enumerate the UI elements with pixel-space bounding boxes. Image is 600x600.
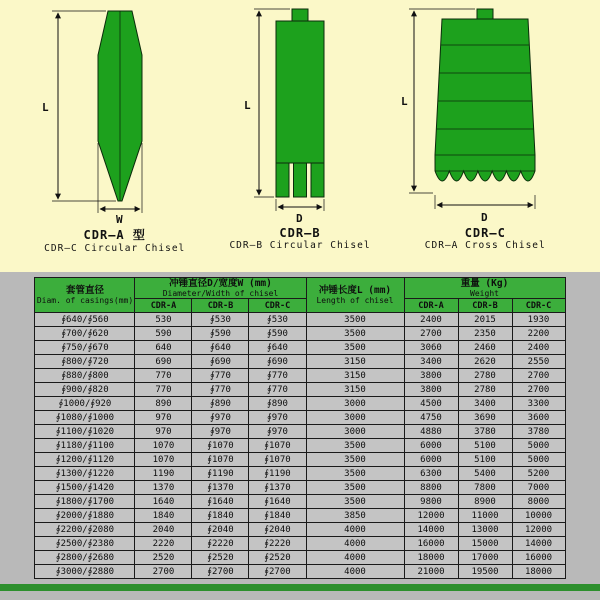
table-cell: 1640: [135, 495, 192, 509]
header-length-cn: 冲锤长度L (mm): [318, 285, 392, 296]
table-row: [35, 551, 565, 565]
table-cell: 2350: [458, 327, 512, 341]
header-casings-cn: 套管直径: [65, 285, 104, 296]
table-cell: 3600: [512, 411, 565, 425]
table-cell: 3150: [306, 355, 404, 369]
table-row: [35, 411, 565, 425]
table-row: [35, 495, 565, 509]
table-cell: 3800: [404, 383, 458, 397]
subheader-wt-cdr-a: CDR-A: [404, 299, 458, 313]
table-cell: 690: [135, 355, 192, 369]
table-cell: 4750: [404, 411, 458, 425]
table-cell: 3780: [458, 425, 512, 439]
table-cell: 3400: [458, 397, 512, 411]
table-cell: ∮750/∮670: [35, 341, 135, 355]
table-cell: 590: [135, 327, 192, 341]
table-cell: 2700: [404, 327, 458, 341]
table-cell: 3300: [512, 397, 565, 411]
table-cell: 1070: [135, 453, 192, 467]
table-cell: 4880: [404, 425, 458, 439]
table-cell: 5100: [458, 439, 512, 453]
table-cell: 3150: [306, 369, 404, 383]
table-cell: ∮1800/∮1700: [35, 495, 135, 509]
header-diameter: [135, 278, 306, 299]
table-cell: ∮700/∮620: [35, 327, 135, 341]
table-cell: ∮1180/∮1100: [35, 439, 135, 453]
table-cell: 1930: [512, 313, 565, 327]
table-cell: 3500: [306, 313, 404, 327]
table-cell: ∮1190: [249, 467, 306, 481]
table-cell: 3500: [306, 327, 404, 341]
table-cell: ∮3000/∮2880: [35, 565, 135, 579]
table-cell: 6000: [404, 439, 458, 453]
table-cell: ∮1190: [192, 467, 249, 481]
table-cell: 2700: [512, 383, 565, 397]
header-diameter-cn: 冲锤直径D/宽度W (mm): [169, 278, 272, 289]
table-row: [35, 467, 565, 481]
table-cell: 3000: [306, 411, 404, 425]
table-cell: 2520: [135, 551, 192, 565]
table-row: [35, 369, 565, 383]
table-cell: 2620: [458, 355, 512, 369]
figure-chisel-a: [30, 3, 200, 254]
table-cell: ∮970: [192, 411, 249, 425]
figure-b-subtitle: CDR—B Circular Chisel: [229, 240, 371, 251]
table-cell: 2700: [135, 565, 192, 579]
header-weight-cn: 重量 (Kg): [460, 278, 509, 289]
table-cell: 15000: [458, 537, 512, 551]
table-cell: ∮690: [249, 355, 306, 369]
table-cell: ∮1300/∮1220: [35, 467, 135, 481]
table-row: [35, 537, 565, 551]
table-cell: 3000: [306, 397, 404, 411]
table-cell: 3500: [306, 467, 404, 481]
table-cell: 18000: [512, 565, 565, 579]
subheader-dia-cdr-b: CDR-B: [192, 299, 249, 313]
table-cell: 12000: [404, 509, 458, 523]
table-cell: 4000: [306, 523, 404, 537]
table-cell: 8000: [512, 495, 565, 509]
figure-c-title: CDR—C: [464, 226, 506, 240]
table-cell: ∮2700: [192, 565, 249, 579]
table-cell: 530: [135, 313, 192, 327]
table-cell: ∮800/∮720: [35, 355, 135, 369]
table-cell: 4000: [306, 551, 404, 565]
table-cell: ∮1640: [192, 495, 249, 509]
table-cell: 2015: [458, 313, 512, 327]
table-cell: 2200: [512, 327, 565, 341]
table-cell: 3000: [306, 425, 404, 439]
bottom-green-strip: [0, 584, 600, 591]
header-weight-en: Weight: [470, 289, 499, 298]
table-cell: ∮2500/∮2380: [35, 537, 135, 551]
table-cell: 1840: [135, 509, 192, 523]
table-cell: 970: [135, 411, 192, 425]
table-cell: ∮2700: [249, 565, 306, 579]
table-cell: ∮890: [249, 397, 306, 411]
table-cell: 5000: [512, 439, 565, 453]
dim-label-L: L: [401, 95, 408, 108]
table-cell: ∮1070: [192, 453, 249, 467]
header-diameter-en: Diameter/Width of chisel: [162, 289, 279, 298]
table-cell: ∮900/∮820: [35, 383, 135, 397]
table-cell: 7000: [512, 481, 565, 495]
table-row: [35, 313, 565, 327]
table-cell: ∮1070: [192, 439, 249, 453]
table-cell: 18000: [404, 551, 458, 565]
table-row: [35, 327, 565, 341]
figure-chisel-b: [229, 3, 370, 251]
table-cell: 13000: [458, 523, 512, 537]
dim-label-W: W: [115, 213, 123, 225]
table-cell: 14000: [404, 523, 458, 537]
table-cell: ∮770: [192, 383, 249, 397]
table-cell: 3500: [306, 481, 404, 495]
table-cell: 3850: [306, 509, 404, 523]
pointed-chisel-drawing-icon: [30, 3, 200, 225]
table-cell: ∮970: [249, 425, 306, 439]
table-cell: ∮2000/∮1880: [35, 509, 135, 523]
table-cell: ∮880/∮800: [35, 369, 135, 383]
table-cell: ∮770: [249, 383, 306, 397]
table-cell: 1190: [135, 467, 192, 481]
table-cell: ∮970: [192, 425, 249, 439]
table-cell: ∮2520: [192, 551, 249, 565]
table-cell: 11000: [458, 509, 512, 523]
table-cell: 8800: [404, 481, 458, 495]
table-cell: ∮1070: [249, 439, 306, 453]
table-cell: ∮2520: [249, 551, 306, 565]
figures-section: [0, 0, 600, 272]
table-cell: 890: [135, 397, 192, 411]
table-cell: 770: [135, 369, 192, 383]
table-cell: 770: [135, 383, 192, 397]
table-cell: ∮2040: [249, 523, 306, 537]
table-cell: 3780: [512, 425, 565, 439]
table-cell: ∮640/∮560: [35, 313, 135, 327]
table-cell: ∮530: [192, 313, 249, 327]
table-cell: 1370: [135, 481, 192, 495]
header-weight: [404, 278, 565, 299]
table-row: [35, 355, 565, 369]
table-cell: 4500: [404, 397, 458, 411]
table-cell: 2780: [458, 383, 512, 397]
table-cell: 14000: [512, 537, 565, 551]
table-cell: 10000: [512, 509, 565, 523]
table-cell: ∮530: [249, 313, 306, 327]
table-cell: 4000: [306, 565, 404, 579]
table-cell: 6300: [404, 467, 458, 481]
table-cell: ∮1370: [192, 481, 249, 495]
cross-chisel-drawing-icon: [400, 3, 570, 225]
table-cell: 3690: [458, 411, 512, 425]
table-cell: 8900: [458, 495, 512, 509]
toothed-chisel-drawing-icon: [240, 3, 360, 225]
table-cell: ∮640: [192, 341, 249, 355]
spec-table-section: [0, 272, 600, 600]
table-cell: ∮770: [192, 369, 249, 383]
header-length-en: Length of chisel: [316, 296, 394, 305]
table-cell: 5400: [458, 467, 512, 481]
table-cell: 3500: [306, 439, 404, 453]
table-cell: 16000: [404, 537, 458, 551]
table-cell: ∮1840: [192, 509, 249, 523]
table-cell: ∮2200/∮2080: [35, 523, 135, 537]
table-cell: 12000: [512, 523, 565, 537]
header-casings: [35, 278, 135, 313]
dim-label-L: L: [41, 101, 49, 114]
figure-c-subtitle: CDR—A Cross Chisel: [424, 240, 546, 251]
table-cell: 970: [135, 425, 192, 439]
dim-label-L: L: [243, 99, 251, 112]
table-cell: 2780: [458, 369, 512, 383]
table-cell: 2460: [458, 341, 512, 355]
table-cell: ∮590: [249, 327, 306, 341]
table-cell: 9800: [404, 495, 458, 509]
table-cell: 5000: [512, 453, 565, 467]
table-cell: ∮970: [249, 411, 306, 425]
table-cell: 2700: [512, 369, 565, 383]
dim-label-D: D: [295, 212, 303, 225]
subheader-wt-cdr-b: CDR-B: [458, 299, 512, 313]
figure-b-title: CDR—B: [279, 226, 321, 240]
table-cell: 2040: [135, 523, 192, 537]
table-row: [35, 453, 565, 467]
table-cell: 6000: [404, 453, 458, 467]
table-cell: 4000: [306, 537, 404, 551]
table-row: [35, 565, 565, 579]
table-cell: 19500: [458, 565, 512, 579]
table-cell: ∮690: [192, 355, 249, 369]
table-cell: ∮590: [192, 327, 249, 341]
table-cell: 3500: [306, 341, 404, 355]
table-cell: 5200: [512, 467, 565, 481]
table-cell: ∮1200/∮1120: [35, 453, 135, 467]
table-cell: 16000: [512, 551, 565, 565]
table-cell: ∮1640: [249, 495, 306, 509]
table-row: [35, 341, 565, 355]
table-cell: 7800: [458, 481, 512, 495]
table-row: [35, 425, 565, 439]
table-cell: ∮1000/∮920: [35, 397, 135, 411]
table-row: [35, 523, 565, 537]
table-cell: 3800: [404, 369, 458, 383]
table-cell: 2550: [512, 355, 565, 369]
table-cell: 2400: [512, 341, 565, 355]
table-cell: 640: [135, 341, 192, 355]
figure-chisel-c: [400, 3, 570, 251]
table-cell: 3150: [306, 383, 404, 397]
table-cell: ∮2040: [192, 523, 249, 537]
table-cell: 5100: [458, 453, 512, 467]
subheader-wt-cdr-c: CDR-C: [512, 299, 565, 313]
table-cell: 3500: [306, 453, 404, 467]
table-row: [35, 397, 565, 411]
table-cell: 2400: [404, 313, 458, 327]
table-cell: 3400: [404, 355, 458, 369]
spec-table: [34, 277, 565, 579]
header-length: [306, 278, 404, 313]
table-cell: ∮1840: [249, 509, 306, 523]
table-cell: ∮890: [192, 397, 249, 411]
table-cell: ∮770: [249, 369, 306, 383]
table-cell: ∮2220: [192, 537, 249, 551]
figure-a-subtitle: CDR—C Circular Chisel: [44, 243, 186, 254]
table-cell: 3060: [404, 341, 458, 355]
table-cell: ∮1100/∮1020: [35, 425, 135, 439]
table-row: [35, 509, 565, 523]
table-cell: ∮640: [249, 341, 306, 355]
header-casings-en: Diam. of casings(mm): [36, 296, 134, 305]
subheader-dia-cdr-c: CDR-C: [249, 299, 306, 313]
spec-table-head: [35, 278, 565, 313]
table-cell: 1070: [135, 439, 192, 453]
table-cell: 21000: [404, 565, 458, 579]
table-cell: ∮1370: [249, 481, 306, 495]
subheader-dia-cdr-a: CDR-A: [135, 299, 192, 313]
table-cell: 2220: [135, 537, 192, 551]
figure-a-title: CDR—A 型: [83, 228, 146, 242]
table-row: [35, 383, 565, 397]
table-cell: ∮1070: [249, 453, 306, 467]
table-cell: ∮1080/∮1000: [35, 411, 135, 425]
dim-label-D: D: [481, 211, 488, 224]
table-cell: 3500: [306, 495, 404, 509]
table-cell: ∮2800/∮2680: [35, 551, 135, 565]
table-row: [35, 481, 565, 495]
table-cell: 17000: [458, 551, 512, 565]
table-cell: ∮1500/∮1420: [35, 481, 135, 495]
table-body: [35, 313, 565, 579]
table-cell: ∮2220: [249, 537, 306, 551]
table-row: [35, 439, 565, 453]
